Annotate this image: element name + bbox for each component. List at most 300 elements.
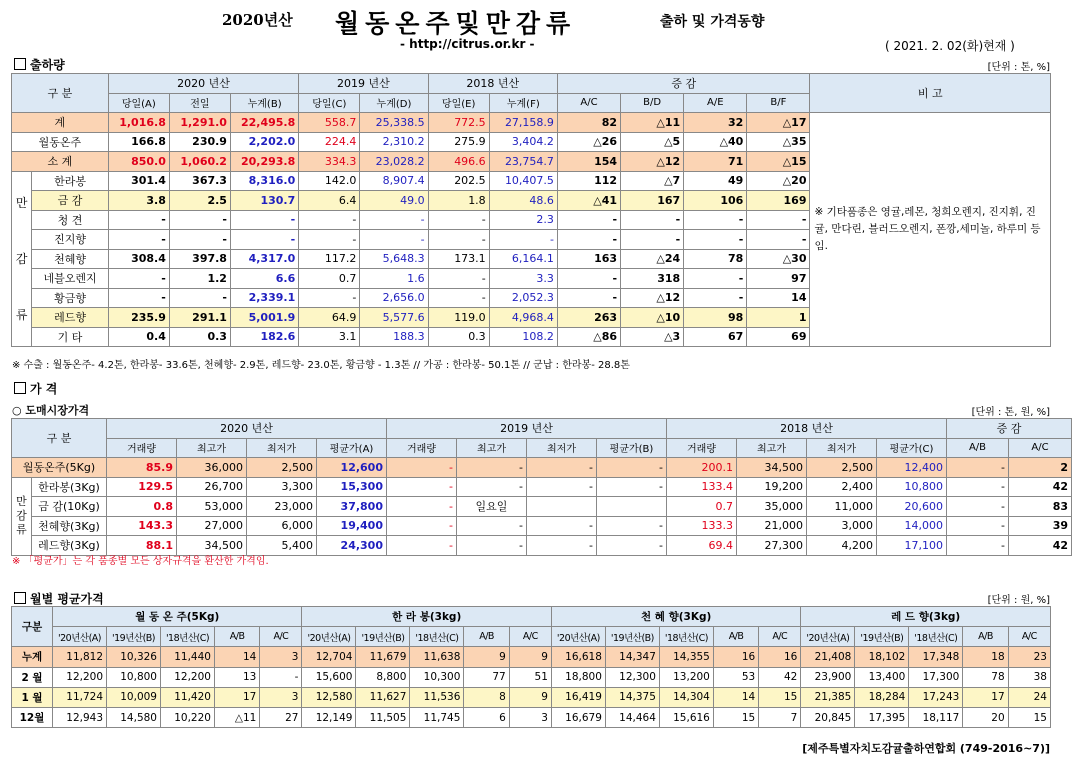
data-cell: 36,000 [177, 458, 247, 478]
checkbox-icon [14, 382, 26, 394]
data-cell: 0.3 [428, 327, 489, 347]
data-cell: - [527, 516, 597, 536]
data-cell: 39 [1009, 516, 1072, 536]
data-cell: 15,600 [302, 667, 356, 687]
data-cell: - [597, 477, 667, 497]
data-cell: 2.5 [169, 191, 230, 211]
column-header: A/C [1009, 438, 1072, 458]
side-label-char: 감 [16, 509, 27, 522]
column-header: 구 분 [12, 74, 109, 113]
data-cell: 49 [684, 171, 747, 191]
data-cell: 275.9 [428, 132, 489, 152]
data-cell: 0.8 [107, 497, 177, 517]
data-cell: - [747, 230, 810, 250]
data-cell: 6.4 [299, 191, 360, 211]
data-cell: 4,968.4 [489, 308, 557, 328]
shipment-unit: [단위 : 톤, %] [987, 62, 1050, 73]
data-cell: 2,310.2 [360, 132, 428, 152]
data-cell: 13 [214, 667, 259, 687]
data-cell: 97 [747, 269, 810, 289]
row-label: 천혜향(3Kg) [32, 516, 107, 536]
row-label: 기 타 [32, 327, 108, 347]
data-cell: 77 [464, 667, 509, 687]
side-label-char: 만 [15, 195, 28, 210]
column-header: 최고가 [177, 438, 247, 458]
data-cell: 51 [509, 667, 551, 687]
data-cell: - [169, 288, 230, 308]
data-cell: 8,800 [356, 667, 410, 687]
row-label: 한라봉 [32, 171, 108, 191]
data-cell: - [597, 458, 667, 478]
column-header: 거래량 [107, 438, 177, 458]
data-cell: - [947, 516, 1009, 536]
data-cell: - [108, 230, 169, 250]
data-cell: 2.3 [489, 210, 557, 230]
data-cell: - [299, 288, 360, 308]
column-header: 누계(F) [489, 93, 557, 113]
column-header: 천 혜 향(3Kg) [551, 607, 800, 627]
row-label: 진지향 [32, 230, 108, 250]
column-header: A/C [759, 627, 801, 647]
data-cell: 3 [509, 707, 551, 727]
data-cell: 1.6 [360, 269, 428, 289]
row-label: 2 월 [12, 667, 53, 687]
data-cell: 188.3 [360, 327, 428, 347]
data-cell: 11,536 [410, 687, 464, 707]
data-cell: 21,408 [801, 647, 855, 667]
data-cell: 11,679 [356, 647, 410, 667]
data-cell: 35,000 [737, 497, 807, 517]
column-header: 당일(A) [108, 93, 169, 113]
data-cell: △10 [621, 308, 684, 328]
data-cell: 12,200 [161, 667, 215, 687]
data-cell: - [684, 288, 747, 308]
data-cell: 230.9 [169, 132, 230, 152]
data-cell: 11,745 [410, 707, 464, 727]
data-cell: 26,700 [177, 477, 247, 497]
data-cell: △5 [621, 132, 684, 152]
data-cell: 78 [963, 667, 1008, 687]
column-header: A/C [509, 627, 551, 647]
side-label [12, 171, 32, 347]
data-cell: 3,300 [247, 477, 317, 497]
data-cell: - [527, 477, 597, 497]
data-cell: 42 [759, 667, 801, 687]
data-cell: △12 [621, 152, 684, 172]
row-label: 소 계 [12, 152, 109, 172]
data-cell: 202.5 [428, 171, 489, 191]
table-row [12, 707, 1051, 727]
data-cell: 12,600 [317, 458, 387, 478]
data-cell: - [457, 516, 527, 536]
data-cell: 11,440 [161, 647, 215, 667]
data-cell: 23 [1008, 647, 1050, 667]
data-cell: 18,284 [855, 687, 909, 707]
column-header: '20년산(A) [302, 627, 356, 647]
data-cell: △40 [684, 132, 747, 152]
data-cell: 5,001.9 [230, 308, 298, 328]
data-cell: 200.1 [667, 458, 737, 478]
website-url[interactable]: - http://citrus.or.kr - [400, 37, 535, 51]
data-cell: 14 [747, 288, 810, 308]
table-header-row [12, 438, 1072, 458]
report-title: 월동온주및만감류 [335, 9, 577, 38]
data-cell: 24,300 [317, 536, 387, 556]
data-cell: 133.4 [667, 477, 737, 497]
data-cell: 78 [684, 249, 747, 269]
data-cell: 42 [1009, 536, 1072, 556]
data-cell: △7 [621, 171, 684, 191]
column-header: 평균가(C) [877, 438, 947, 458]
data-cell: - [684, 210, 747, 230]
data-cell: 14,000 [877, 516, 947, 536]
data-cell: 0.7 [667, 497, 737, 517]
data-cell: 169 [747, 191, 810, 211]
data-cell: 15 [1008, 707, 1050, 727]
data-cell: 173.1 [428, 249, 489, 269]
data-cell: - [169, 230, 230, 250]
data-cell: - [108, 288, 169, 308]
table-header-row [12, 419, 1072, 439]
column-header: '18년산(C) [161, 627, 215, 647]
data-cell: 42 [1009, 477, 1072, 497]
data-cell: 69.4 [667, 536, 737, 556]
row-label: 네블오렌지 [32, 269, 108, 289]
data-cell: 16,679 [551, 707, 605, 727]
column-header: '19년산(B) [605, 627, 659, 647]
data-cell: 27,158.9 [489, 113, 557, 133]
data-cell: 11,000 [807, 497, 877, 517]
data-cell: 367.3 [169, 171, 230, 191]
column-header: '18년산(C) [909, 627, 963, 647]
column-header: A/B [214, 627, 259, 647]
data-cell: 11,812 [53, 647, 107, 667]
data-cell: - [947, 477, 1009, 497]
data-cell: 397.8 [169, 249, 230, 269]
data-cell: 2,339.1 [230, 288, 298, 308]
data-cell: 18 [963, 647, 1008, 667]
data-cell: 16 [759, 647, 801, 667]
data-cell: 10,009 [107, 687, 161, 707]
data-cell: 8 [464, 687, 509, 707]
data-cell: 3.1 [299, 327, 360, 347]
row-label: 청 견 [32, 210, 108, 230]
data-cell: - [428, 230, 489, 250]
data-cell: △11 [621, 113, 684, 133]
data-cell: - [387, 458, 457, 478]
column-header: 거래량 [667, 438, 737, 458]
report-subtitle: 출하 및 가격동향 [660, 14, 765, 30]
data-cell: - [387, 477, 457, 497]
data-cell: 850.0 [108, 152, 169, 172]
data-cell: 291.1 [169, 308, 230, 328]
column-header: B/F [747, 93, 810, 113]
data-cell [527, 497, 597, 517]
column-header: 2020 년산 [107, 419, 387, 439]
data-cell: - [230, 230, 298, 250]
data-cell: 20,293.8 [230, 152, 298, 172]
data-cell: 119.0 [428, 308, 489, 328]
data-cell: - [684, 230, 747, 250]
monthly-unit: [단위 : 원, %] [987, 595, 1050, 606]
column-header: 당일(C) [299, 93, 360, 113]
price-table [11, 418, 1072, 556]
data-cell: 9 [509, 687, 551, 707]
data-cell: 2,500 [807, 458, 877, 478]
data-cell: 16 [713, 647, 758, 667]
data-cell: 2,052.3 [489, 288, 557, 308]
data-cell: △86 [557, 327, 620, 347]
column-header: 2018 년산 [667, 419, 947, 439]
data-cell: 10,800 [877, 477, 947, 497]
side-label-char: 감 [15, 251, 28, 266]
data-cell: △26 [557, 132, 620, 152]
column-header: A/B [947, 438, 1009, 458]
data-cell: 일요일 [457, 497, 527, 517]
data-cell: 1.8 [428, 191, 489, 211]
table-row [12, 477, 1072, 497]
data-cell: 2 [1009, 458, 1072, 478]
data-cell: 143.3 [107, 516, 177, 536]
data-cell: 88.1 [107, 536, 177, 556]
data-cell: 17 [963, 687, 1008, 707]
column-header: A/C [557, 93, 620, 113]
data-cell: 17,348 [909, 647, 963, 667]
data-cell: 12,943 [53, 707, 107, 727]
data-cell: - [108, 269, 169, 289]
data-cell: - [489, 230, 557, 250]
data-cell: - [169, 210, 230, 230]
data-cell: - [621, 230, 684, 250]
data-cell: 14,304 [659, 687, 713, 707]
data-cell: - [387, 536, 457, 556]
report-date: ( 2021. 2. 02(화)현재 ) [885, 39, 1015, 53]
column-header: '18년산(C) [659, 627, 713, 647]
row-label: 월동온주 [12, 132, 109, 152]
data-cell: 558.7 [299, 113, 360, 133]
data-cell: - [527, 536, 597, 556]
data-cell: △17 [747, 113, 810, 133]
data-cell: △15 [747, 152, 810, 172]
data-cell: 19,200 [737, 477, 807, 497]
data-cell: - [557, 230, 620, 250]
data-cell: 23,900 [801, 667, 855, 687]
data-cell: 106 [684, 191, 747, 211]
data-cell: 3.8 [108, 191, 169, 211]
column-header: 2020 년산 [108, 74, 298, 94]
data-cell: 3 [260, 647, 302, 667]
data-cell: 21,385 [801, 687, 855, 707]
data-cell: 64.9 [299, 308, 360, 328]
data-cell: - [428, 269, 489, 289]
data-cell: - [457, 536, 527, 556]
data-cell: 17 [214, 687, 259, 707]
data-cell: 10,407.5 [489, 171, 557, 191]
data-cell: 17,395 [855, 707, 909, 727]
data-cell: 71 [684, 152, 747, 172]
data-cell: 772.5 [428, 113, 489, 133]
data-cell: 1,291.0 [169, 113, 230, 133]
footer-credit: [제주특별자치도감귤출하연합회 (749-2016~7)] [802, 742, 1050, 755]
data-cell: 11,724 [53, 687, 107, 707]
column-header: 최고가 [737, 438, 807, 458]
data-cell: 21,000 [737, 516, 807, 536]
data-cell: 23,754.7 [489, 152, 557, 172]
shipment-section-title: 출하량 [14, 56, 65, 73]
data-cell: - [360, 210, 428, 230]
data-cell: 2,500 [247, 458, 317, 478]
data-cell: 5,577.6 [360, 308, 428, 328]
data-cell: - [947, 536, 1009, 556]
column-header: A/B [963, 627, 1008, 647]
shipment-table [11, 73, 1051, 347]
data-cell: 6 [464, 707, 509, 727]
data-cell: 12,400 [877, 458, 947, 478]
data-cell: 34,500 [177, 536, 247, 556]
data-cell: 154 [557, 152, 620, 172]
data-cell: - [428, 288, 489, 308]
data-cell: 3,404.2 [489, 132, 557, 152]
column-header: A/B [713, 627, 758, 647]
row-label: 1 월 [12, 687, 53, 707]
data-cell: 18,102 [855, 647, 909, 667]
data-cell: 8,907.4 [360, 171, 428, 191]
data-cell: 14,375 [605, 687, 659, 707]
data-cell: 133.3 [667, 516, 737, 536]
column-header: 거래량 [387, 438, 457, 458]
data-cell: 67 [684, 327, 747, 347]
data-cell: 11,627 [356, 687, 410, 707]
data-cell: 83 [1009, 497, 1072, 517]
data-cell: △24 [621, 249, 684, 269]
data-cell: - [557, 288, 620, 308]
data-cell: △12 [621, 288, 684, 308]
table-row [12, 667, 1051, 687]
row-label: 계 [12, 113, 109, 133]
table-row [12, 113, 1051, 133]
side-label-char: 류 [16, 523, 27, 536]
data-cell: 5,648.3 [360, 249, 428, 269]
data-cell: 117.2 [299, 249, 360, 269]
column-header: 최저가 [527, 438, 597, 458]
row-label: 금 감(10Kg) [32, 497, 107, 517]
data-cell: 4,317.0 [230, 249, 298, 269]
price-note: ※ 「평균가」는 각 품종별 모든 상자규격을 환산한 가격임. [12, 556, 269, 567]
data-cell: 69 [747, 327, 810, 347]
data-cell: 14 [713, 687, 758, 707]
data-cell: 1 [747, 308, 810, 328]
data-cell: 182.6 [230, 327, 298, 347]
column-header: 한 라 봉(3kg) [302, 607, 551, 627]
data-cell: 12,200 [53, 667, 107, 687]
side-label-char: 만 [16, 495, 27, 508]
column-header: 최저가 [807, 438, 877, 458]
data-cell: 11,638 [410, 647, 464, 667]
data-cell: 10,220 [161, 707, 215, 727]
data-cell: 130.7 [230, 191, 298, 211]
data-cell: 27,000 [177, 516, 247, 536]
data-cell: 48.6 [489, 191, 557, 211]
monthly-section-title: 월별 평균가격 [14, 590, 104, 607]
column-header: '20년산(A) [53, 627, 107, 647]
data-cell: 235.9 [108, 308, 169, 328]
data-cell: - [557, 269, 620, 289]
data-cell: 142.0 [299, 171, 360, 191]
data-cell: △35 [747, 132, 810, 152]
data-cell: 22,495.8 [230, 113, 298, 133]
data-cell: 163 [557, 249, 620, 269]
data-cell: 53 [713, 667, 758, 687]
data-cell: - [108, 210, 169, 230]
data-cell: 9 [509, 647, 551, 667]
column-header: A/C [1008, 627, 1050, 647]
table-header-row [12, 74, 1051, 94]
data-cell: 20,600 [877, 497, 947, 517]
data-cell: 13,400 [855, 667, 909, 687]
data-cell: 4,200 [807, 536, 877, 556]
data-cell: 15 [713, 707, 758, 727]
data-cell: 12,704 [302, 647, 356, 667]
checkbox-icon [14, 58, 26, 70]
data-cell: 8,316.0 [230, 171, 298, 191]
data-cell: 7 [759, 707, 801, 727]
monthly-table [11, 606, 1051, 728]
side-label [12, 477, 32, 555]
price-section-title: 가 격 [14, 380, 57, 397]
data-cell: - [387, 516, 457, 536]
table-row [12, 687, 1051, 707]
column-header: '19년산(B) [356, 627, 410, 647]
column-header: '19년산(B) [855, 627, 909, 647]
data-cell: 37,800 [317, 497, 387, 517]
data-cell: 0.7 [299, 269, 360, 289]
data-cell: △11 [214, 707, 259, 727]
data-cell: - [557, 210, 620, 230]
column-header: A/B [464, 627, 509, 647]
data-cell: 6.6 [230, 269, 298, 289]
table-row [12, 497, 1072, 517]
column-header: 구분 [12, 607, 53, 647]
data-cell: 10,326 [107, 647, 161, 667]
column-header: 누계(B) [230, 93, 298, 113]
column-header: '18년산(C) [410, 627, 464, 647]
data-cell: 10,800 [107, 667, 161, 687]
column-header: '20년산(A) [551, 627, 605, 647]
data-cell: - [947, 497, 1009, 517]
column-header: 전일 [169, 93, 230, 113]
column-header: 구 분 [12, 419, 107, 458]
data-cell: 318 [621, 269, 684, 289]
column-header: 2018 년산 [428, 74, 557, 94]
data-cell: - [260, 667, 302, 687]
column-header: '19년산(B) [107, 627, 161, 647]
data-cell: 129.5 [107, 477, 177, 497]
row-label: 금 감 [32, 191, 108, 211]
data-cell: △3 [621, 327, 684, 347]
data-cell: - [299, 230, 360, 250]
data-cell: 25,338.5 [360, 113, 428, 133]
column-header: 비 고 [810, 74, 1051, 113]
column-header: 레 드 향(3kg) [801, 607, 1051, 627]
data-cell: 1,060.2 [169, 152, 230, 172]
table-header-row [12, 607, 1051, 627]
column-header: 당일(E) [428, 93, 489, 113]
row-label: 황금향 [32, 288, 108, 308]
data-cell: 11,505 [356, 707, 410, 727]
data-cell: 1,016.8 [108, 113, 169, 133]
data-cell: 12,149 [302, 707, 356, 727]
data-cell: 38 [1008, 667, 1050, 687]
